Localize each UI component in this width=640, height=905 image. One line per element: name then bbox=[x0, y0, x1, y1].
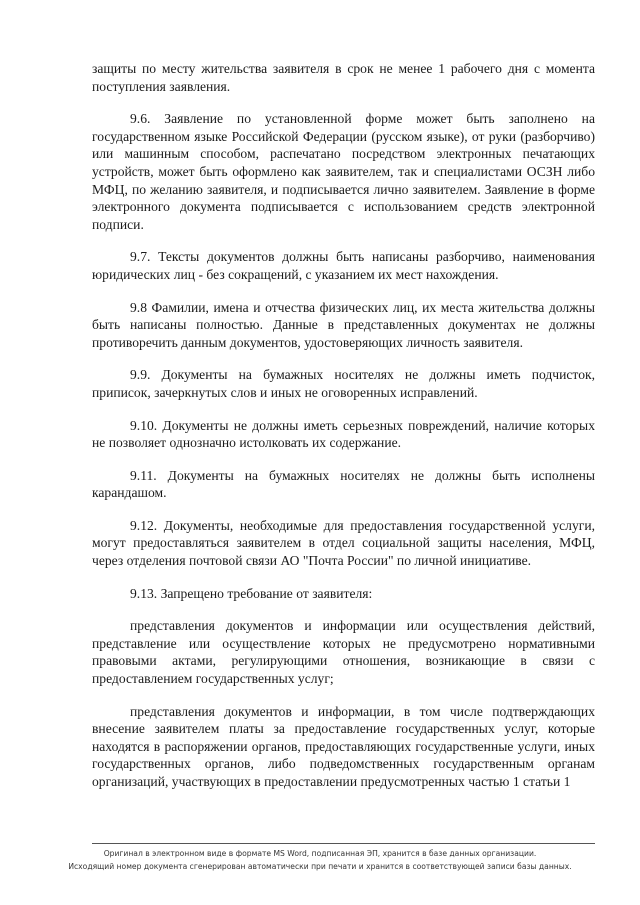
paragraph-continuation: защиты по месту жительства заявителя в срок не менее 1 рабочего дня с момента поступления заявления. bbox=[92, 61, 595, 94]
paragraph-9-8: 9.8 Фамилии, имена и отчества физических лиц, их места жительства должны быть написаны полностью. Данные в представленных документах не должны противоречить данным документов, удостоверяющих личность заявителя. bbox=[92, 299, 595, 350]
paragraph-9-7: 9.7. Тексты документов должны быть написаны разборчиво, наименования юридических лиц - без сокращений, с указанием их мест нахождения. bbox=[92, 249, 595, 282]
footer-note-original: Оригинал в электронном виде в формате MS Word, подписанная ЭП, хранится в базе данных организации. bbox=[103, 849, 537, 858]
paragraph-9-10: 9.10. Документы не должны иметь серьезных повреждений, наличие которых не позволяет однозначно истолковать их содержание. bbox=[92, 417, 595, 451]
paragraph-9-9: 9.9. Документы на бумажных носителях не должны иметь подчисток, приписок, зачеркнутых слов и иных не оговоренных исправлений. bbox=[92, 367, 595, 400]
document-page bbox=[92, 60, 595, 791]
paragraph-9-13: 9.13. Запрещено требование от заявителя: bbox=[130, 585, 373, 601]
footer-note-number: Исходящий номер документа сгенерирован автоматически при печати и хранится в соответствующей записи базы данных. bbox=[68, 862, 572, 871]
footer-divider bbox=[92, 843, 595, 844]
paragraph-9-12: 9.12. Документы, необходимые для предоставления государственной услуги, могут предоставляться заявителем в отдел социальной защиты населения, МФЦ, через отделения почтовой связи АО "Почта России" по личной инициативе. bbox=[92, 517, 595, 569]
paragraph-9-11: 9.11. Документы на бумажных носителях не должны быть исполнены карандашом. bbox=[92, 467, 595, 501]
list-item-requirement-2: представления документов и информации, в том числе подтверждающих внесение заявителем платы за предоставление государственных услуг, которые находятся в распоряжении органов, предоставляющих государственные услуги, иных государственных органов, либо подведомственных государственным органам организаций, участвующих в предоставлении предусмотренных частью 1 статьи 1 bbox=[92, 703, 595, 789]
list-item-requirement-1: представления документов и информации или осуществления действий, представление или осуществление которых не предусмотрено нормативными правовыми актами, регулирующими отношения, возникающие в связи с предоставлением государственных услуг; bbox=[92, 618, 595, 687]
paragraph-9-6: 9.6. Заявление по установленной форме может быть заполнено на государственном языке Российской Федерации (русском языке), от руки (разборчиво) или машинным способом, распечатано посредством электронных печатающих устройств, может быть оформлено как заявителем, так и специалистами ОСЗН либо МФЦ, по желанию заявителя, и подписывается лично заявителем. Заявление в форме электронного документа подписывается с использованием средств электронной подписи. bbox=[92, 111, 595, 232]
